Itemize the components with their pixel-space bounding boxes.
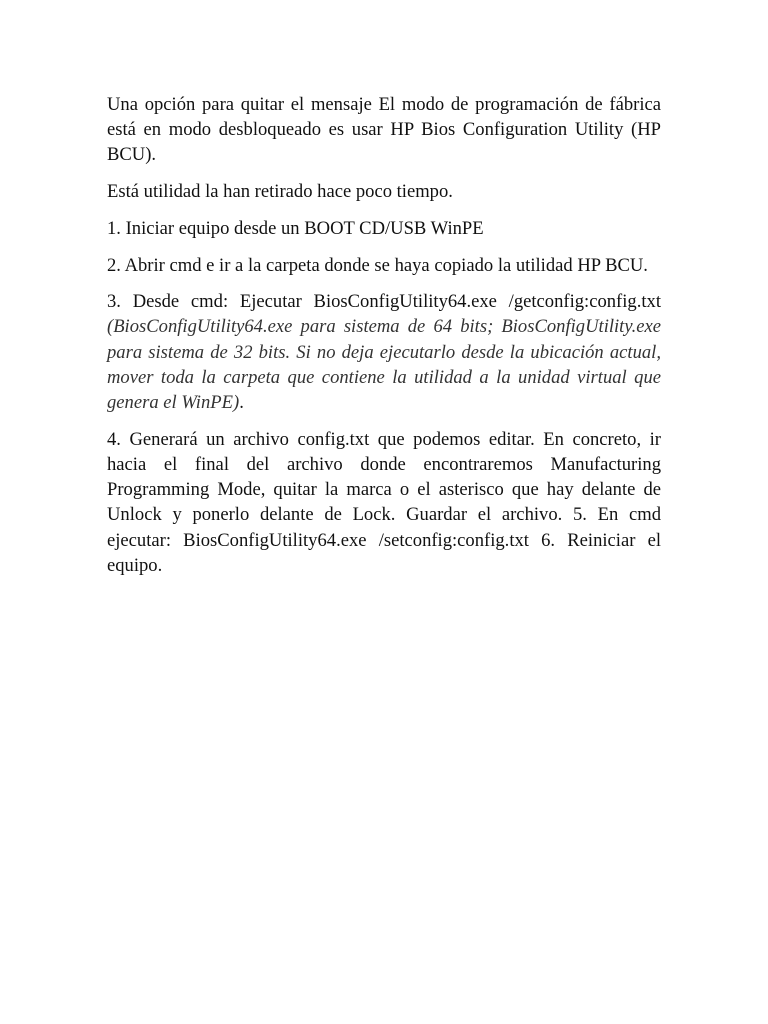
paragraph-intro: Una opción para quitar el mensaje El modo de programación de fábrica está en modo desbloqueado es usar HP Bios Configuration Utility (HP BCU).: [107, 94, 661, 166]
document-body: [107, 92, 661, 589]
paragraph-step-4-6: 4. Generará un archivo config.txt que podemos editar. En concreto, ir hacia el final del archivo donde encontraremos Manufacturing Programming Mode, quitar la marca o el asterisco que hay delante de Unlock y ponerlo delante de Lock. Guardar el archivo. 5. En cmd ejecutar: BiosConfigUtility64.exe /setconfig:config.txt 6. Reiniciar el equipo.: [107, 428, 661, 576]
paragraph-step-1: 1. Iniciar equipo desde un BOOT CD/USB WinPE: [107, 217, 484, 239]
paragraph-step-3: [107, 289, 661, 415]
step-3-end: .: [239, 392, 244, 414]
paragraph-step-2: 2. Abrir cmd e ir a la carpeta donde se haya copiado la utilidad HP BCU.: [107, 254, 648, 276]
step-3-command: 3. Desde cmd: Ejecutar BiosConfigUtility64.exe /getconfig:config.txt: [107, 291, 661, 313]
paragraph-note-removed: Está utilidad la han retirado hace poco tiempo.: [107, 181, 453, 203]
step-3-note: (BiosConfigUtility64.exe para sistema de 64 bits; BiosConfigUtility.exe para sistema de 32 bits. Si no deja ejecutarlo desde la ubicación actual, mover toda la carpeta que contiene la utilidad a la unidad virtual que genera el WinPE): [107, 316, 661, 414]
